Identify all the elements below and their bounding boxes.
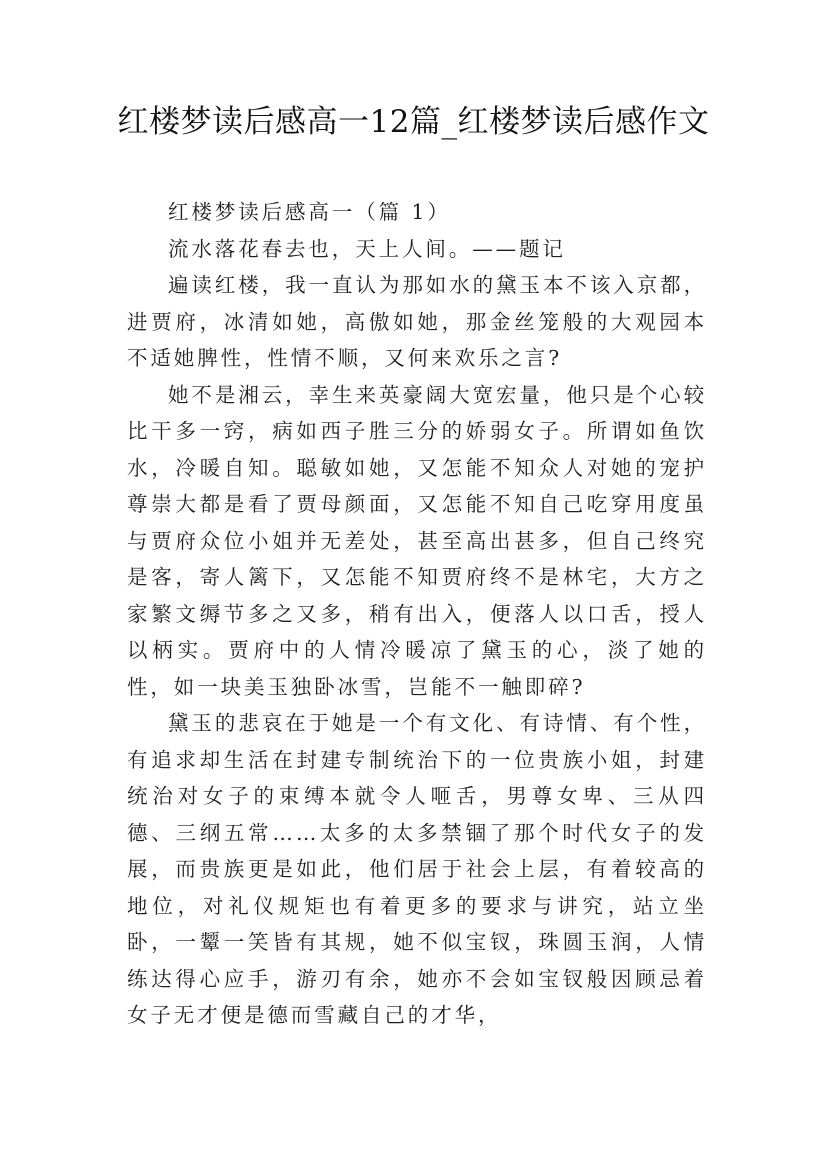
paragraph-2: 她不是湘云，幸生来英豪阔大宽宏量，他只是个心较比干多一窍，病如西子胜三分的娇弱女子。所谓如鱼饮水，冷暖自知。聪敏如她，又怎能不知众人对她的宠护尊崇大都是看了贾母颜面，又怎能不知自己吃穿用度虽与贾府众位小姐并无差处，甚至高出甚多，但自己终究是客，寄人篱下，又怎能不知贾府终不是林宅，大方之家繁文缛节多之又多，稍有出入，便落人以口舌，授人以柄实。贾府中的人情冷暖凉了黛玉的心，淡了她的性，如一块美玉独卧冰雪，岂能不一触即碎?	[127, 382, 707, 699]
document-title: 红楼梦读后感高一12篇_红楼梦读后感作文	[117, 104, 710, 140]
document-body	[127, 194, 707, 1034]
paragraph-1: 遍读红楼，我一直认为那如水的黛玉本不该入京都，进贾府，冰清如她，高傲如她，那金丝笼般的大观园本不适她脾性，性情不顺，又何来欢乐之言?	[127, 273, 707, 370]
paragraph-section-heading: 红楼梦读后感高一（篇 1）	[168, 200, 451, 224]
paragraph-epigraph: 流水落花春去也，天上人间。——题记	[168, 236, 566, 261]
paragraph-3: 黛玉的悲哀在于她是一个有文化、有诗情、有个性，有追求却生活在封建专制统治下的一位贵族小姐，封建统治对女子的束缚本就令人咂舌，男尊女卑、三从四德、三纲五常……太多的太多禁锢了那个时代女子的发展，而贵族更是如此，他们居于社会上层，有着较高的地位，对礼仪规矩也有着更多的要求与讲究，站立坐卧，一颦一笑皆有其规，她不似宝钗，珠圆玉润，人情练达得心应手，游刃有余，她亦不会如宝钗般因顾忌着女子无才便是德而雪藏自己的才华，	[127, 711, 707, 1027]
